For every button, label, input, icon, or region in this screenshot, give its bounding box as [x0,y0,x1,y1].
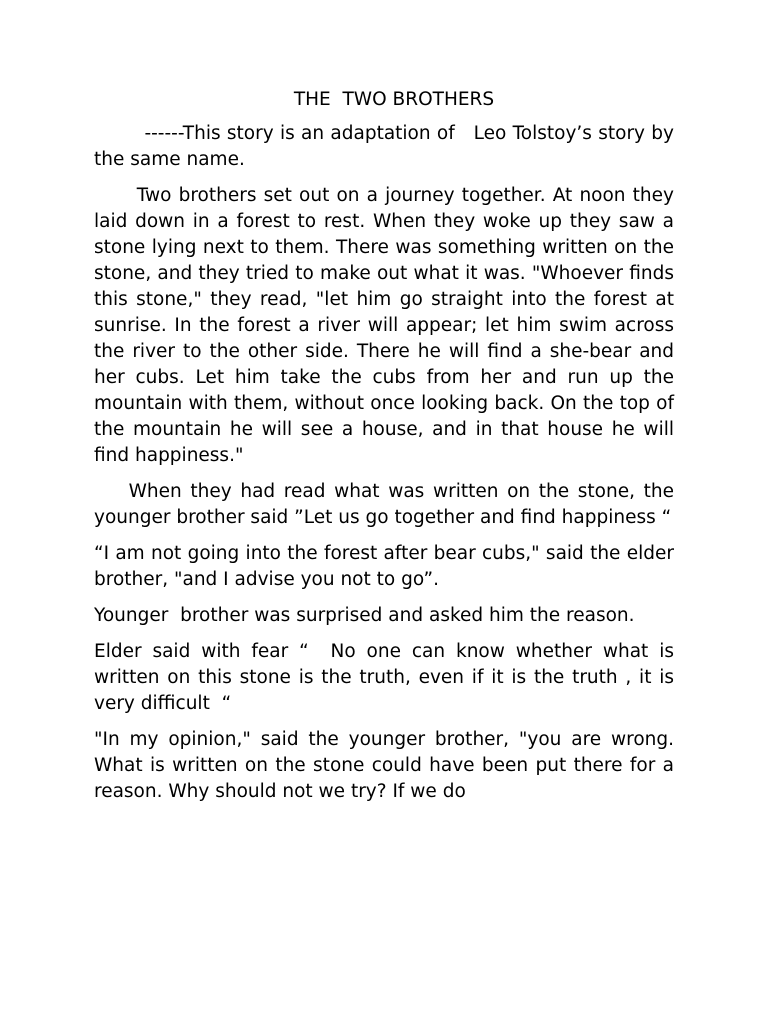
paragraph-younger-proposal: When they had read what was written on the stone, the younger brother said ”Let us go together and find happiness “ [94,481,680,528]
paragraph-adaptation-note: ------This story is an adaptation of Leo Tolstoy’s story by the same name. [94,123,680,170]
document-body [94,87,680,815]
paragraph-elder-refusal: “I am not going into the forest after bear cubs," said the elder brother, "and I advise you not to go”. [94,543,680,590]
paragraph-younger-surprised: Younger brother was surprised and asked him the reason. [94,605,635,626]
paragraph-younger-opinion: "In my opinion," said the younger brother, "you are wrong. What is written on the stone could have been put there for a reason. Why should not we try? If we do [94,729,680,802]
paragraph-elder-fear: Elder said with fear “ No one can know whether what is written on this stone is the truth, even if it is the truth , it is very difficult “ [94,641,680,714]
paragraph-stone-discovery: Two brothers set out on a journey together. At noon they laid down in a forest to rest. When they woke up they saw a stone lying next to them. There was something written on the stone, and they tried to make out what it was. "Whoever finds this stone," they read, "let him go straight into the forest at sunrise. In the forest a river will appear; let him swim across the river to the other side. There he will find a she-bear and her cubs. Let him take the cubs from her and run up the mountain with them, without once looking back. On the top of the mountain he will see a house, and in that house he will find happiness." [94,185,680,466]
document-title: THE TWO BROTHERS [293,89,495,110]
